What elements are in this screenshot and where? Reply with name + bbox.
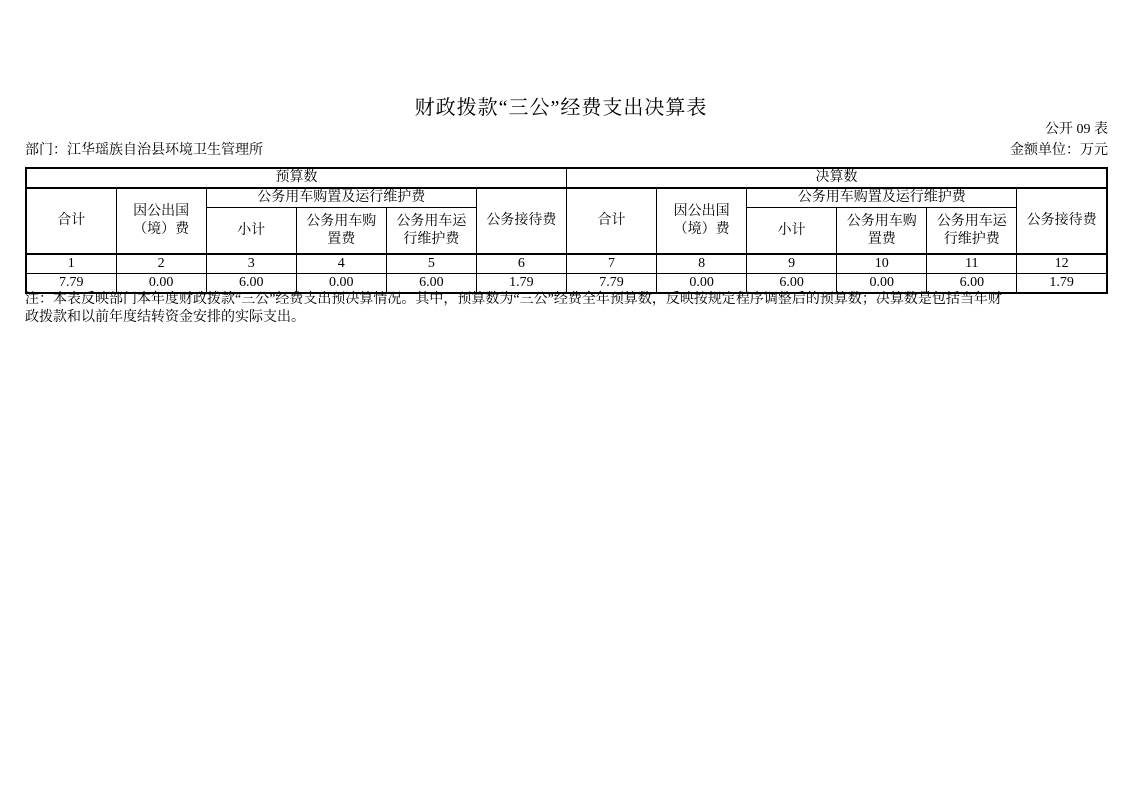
- form-code: 公开 09 表: [1045, 122, 1108, 137]
- col-index-11: 11: [927, 254, 1017, 274]
- col-index-3: 3: [206, 254, 296, 274]
- table-note-line-2: 政拨款和以前年度结转资金安排的实际支出。: [25, 310, 305, 325]
- table-note-line-1: 注：本表反映部门本年度财政拨款“三公”经费支出预决算情况。其中，预算数为“三公”经费全年预算数，反映按规定程序调整后的预算数；决算数是包括当年财: [25, 292, 1002, 307]
- col-index-9: 9: [747, 254, 837, 274]
- column-index-row: [26, 254, 1107, 274]
- col-index-2: 2: [116, 254, 206, 274]
- header-final-total: 合计: [566, 188, 656, 254]
- value-final-abroad: 0.00: [657, 274, 747, 294]
- value-budget-abroad: 0.00: [116, 274, 206, 294]
- value-budget-vehicle-maintenance: 6.00: [386, 274, 476, 294]
- value-budget-vehicle-subtotal: 6.00: [206, 274, 296, 294]
- header-budget-total: 合计: [26, 188, 116, 254]
- section-final: 决算数: [566, 168, 1107, 188]
- header-final-reception: 公务接待费: [1017, 188, 1107, 254]
- page-title: 财政拨款“三公”经费支出决算表: [414, 97, 708, 119]
- header-budget-abroad: 因公出国 （境）费: [116, 188, 206, 254]
- col-index-7: 7: [566, 254, 656, 274]
- col-index-10: 10: [837, 254, 927, 274]
- col-index-12: 12: [1017, 254, 1107, 274]
- section-header-row: [26, 168, 1107, 188]
- department-label: 部门：江华瑶族自治县环境卫生管理所: [25, 143, 263, 158]
- value-final-vehicle-maintenance: 6.00: [927, 274, 1017, 294]
- header-final-vehicle-subtotal: 小计: [747, 208, 837, 255]
- unit-label: 金额单位：万元: [1010, 143, 1108, 158]
- table-note: [25, 291, 1108, 327]
- group-header-row: [26, 188, 1107, 208]
- col-index-6: 6: [476, 254, 566, 274]
- header-budget-vehicle-group: 公务用车购置及运行维护费: [206, 188, 476, 208]
- col-index-5: 5: [386, 254, 476, 274]
- value-budget-vehicle-purchase: 0.00: [296, 274, 386, 294]
- value-budget-total: 7.79: [26, 274, 116, 294]
- three-public-expense-table: [25, 167, 1108, 294]
- value-final-vehicle-purchase: 0.00: [837, 274, 927, 294]
- header-final-vehicle-purchase: 公务用车购 置费: [837, 208, 927, 255]
- header-final-vehicle-maintenance: 公务用车运 行维护费: [927, 208, 1017, 255]
- meta-line: [25, 143, 1108, 158]
- value-budget-reception: 1.79: [476, 274, 566, 294]
- header-final-abroad: 因公出国 （境）费: [657, 188, 747, 254]
- col-index-8: 8: [657, 254, 747, 274]
- header-final-vehicle-group: 公务用车购置及运行维护费: [747, 188, 1017, 208]
- value-final-total: 7.79: [566, 274, 656, 294]
- header-budget-vehicle-subtotal: 小计: [206, 208, 296, 255]
- header-budget-vehicle-maintenance: 公务用车运 行维护费: [386, 208, 476, 255]
- col-index-4: 4: [296, 254, 386, 274]
- col-index-1: 1: [26, 254, 116, 274]
- section-budget: 预算数: [26, 168, 566, 188]
- value-final-vehicle-subtotal: 6.00: [747, 274, 837, 294]
- value-final-reception: 1.79: [1017, 274, 1107, 294]
- header-budget-reception: 公务接待费: [476, 188, 566, 254]
- header-budget-vehicle-purchase: 公务用车购 置费: [296, 208, 386, 255]
